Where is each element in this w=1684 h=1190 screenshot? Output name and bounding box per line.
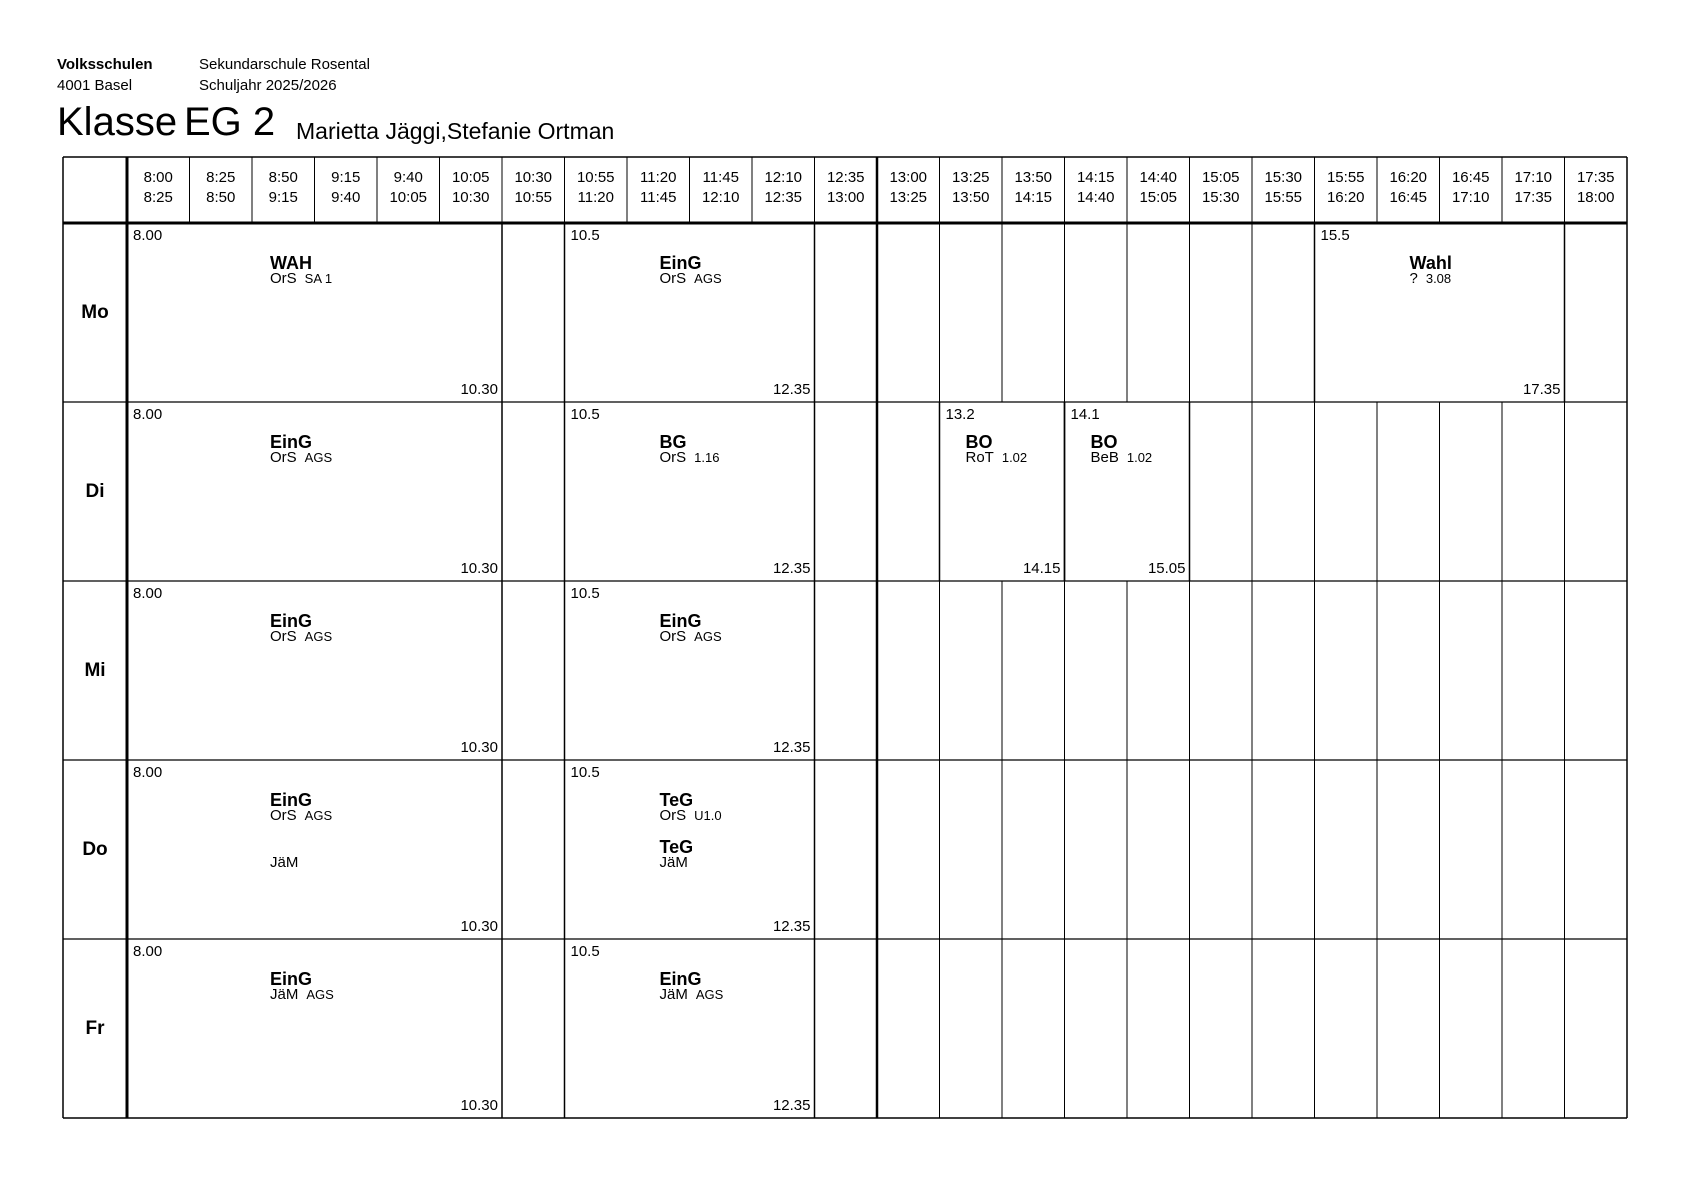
class-name: EG 2	[184, 100, 276, 144]
lesson-room: 3.08	[1425, 271, 1452, 286]
timeslot-end: 17:35	[1514, 189, 1553, 206]
class-teachers: Marietta Jäggi,Stefanie Ortman	[296, 118, 615, 144]
timeslot-header	[1002, 168, 1065, 208]
day-label: Do	[82, 838, 108, 860]
lesson-teacher: BeB	[1090, 449, 1119, 466]
day-label: Fr	[85, 1017, 105, 1039]
lesson-start-time: 10.5	[570, 764, 600, 781]
timeslot-header	[440, 168, 503, 208]
timeslot-end: 14:40	[1076, 189, 1115, 206]
lesson-block[interactable]	[127, 581, 502, 760]
lesson-teacher: RoT	[965, 449, 994, 466]
timeslot-end: 15:55	[1264, 189, 1303, 206]
day-label: Mo	[81, 301, 109, 323]
timeslot-start: 8:25	[206, 169, 236, 186]
lesson-subject: TeG	[659, 837, 694, 857]
timeslot-end: 10:05	[389, 189, 428, 206]
lesson-subject: EinG	[659, 253, 702, 273]
lesson-entry	[660, 254, 722, 286]
timeslot-end: 11:45	[640, 189, 677, 206]
timeslot-end: 10:55	[514, 189, 553, 206]
timeslot-header	[1127, 168, 1190, 208]
timeslot-start: 14:40	[1139, 169, 1178, 186]
lesson-subject: EinG	[659, 969, 702, 989]
timeslot-start: 13:25	[951, 169, 990, 186]
lesson-block[interactable]	[565, 402, 815, 581]
timeslot-header	[1502, 168, 1565, 208]
lesson-teacher: OrS	[659, 628, 687, 645]
lesson-room: SA 1	[304, 271, 333, 286]
lesson-block[interactable]	[565, 760, 815, 939]
lesson-start-time: 10.5	[570, 943, 600, 960]
timeslot-header	[1252, 168, 1315, 208]
lesson-start-time: 8.00	[133, 227, 163, 244]
lesson-end-time: 15.05	[1147, 560, 1186, 577]
lesson-teacher: ?	[1409, 270, 1418, 287]
timeslot-header	[252, 168, 315, 208]
timeslot-end: 13:00	[826, 189, 865, 206]
timeslot-start: 15:55	[1326, 169, 1365, 186]
lesson-block[interactable]	[127, 760, 502, 939]
timeslot-start: 13:50	[1014, 169, 1053, 186]
lesson-start-time: 10.5	[570, 585, 600, 602]
lesson-block[interactable]	[127, 939, 502, 1118]
school-name: Sekundarschule Rosental	[199, 56, 370, 73]
timeslot-end: 12:10	[701, 189, 740, 206]
timeslot-end: 16:20	[1326, 189, 1365, 206]
lesson-room: AGS	[306, 987, 334, 1002]
lesson-entry	[660, 433, 720, 465]
lesson-end-time: 10.30	[460, 1097, 498, 1114]
timeslot-end: 16:45	[1389, 189, 1428, 206]
lesson-block[interactable]	[565, 581, 815, 760]
lesson-entry	[270, 612, 332, 644]
lesson-room: 1.16	[694, 450, 720, 465]
lesson-subject: EinG	[270, 969, 313, 989]
lesson-end-time: 12.35	[772, 560, 811, 577]
lesson-teacher: OrS	[270, 807, 297, 824]
timeslot-start: 10:30	[514, 169, 553, 186]
timeslot-start: 15:30	[1264, 169, 1303, 186]
lesson-room: AGS	[304, 629, 333, 644]
lesson-start-time: 10.5	[570, 406, 600, 423]
lesson-end-time: 12.35	[772, 918, 811, 935]
timeslot-header	[127, 168, 190, 208]
lesson-room: AGS	[695, 987, 724, 1002]
lesson-block[interactable]	[1065, 402, 1190, 581]
timeslot-end: 9:40	[331, 189, 361, 206]
lesson-teacher: JäM	[270, 986, 299, 1003]
lesson-teacher: OrS	[270, 449, 297, 466]
timeslot-header	[1377, 168, 1440, 208]
timeslot-start: 11:45	[702, 169, 739, 186]
timeslot-start: 16:20	[1389, 169, 1428, 186]
timeslot-end: 8:25	[143, 189, 173, 206]
lesson-subject: TeG	[659, 790, 694, 810]
lesson-entry	[270, 970, 334, 1002]
timeslot-end: 9:15	[268, 189, 298, 206]
timeslot-start: 9:40	[393, 169, 423, 186]
timeslot-header	[1565, 168, 1628, 208]
timeslot-end: 15:05	[1139, 189, 1178, 206]
timeslot-header	[190, 168, 253, 208]
lesson-end-time: 10.30	[460, 918, 498, 935]
timeslot-start: 8:50	[268, 169, 298, 186]
lesson-room: 1.02	[1126, 450, 1153, 465]
lesson-room: AGS	[694, 271, 722, 286]
lesson-end-time: 10.30	[460, 560, 498, 577]
timeslot-header	[502, 168, 565, 208]
lesson-subject: BG	[659, 432, 687, 452]
lesson-end-time: 12.35	[772, 381, 811, 398]
timeslot-start: 13:00	[889, 169, 928, 186]
timeslot-end: 15:30	[1201, 189, 1240, 206]
lesson-entry	[660, 791, 722, 823]
lesson-start-time: 8.00	[133, 585, 163, 602]
lesson-start-time: 10.5	[570, 227, 600, 244]
timeslot-start: 17:10	[1514, 169, 1553, 186]
timeslot-end: 14:15	[1014, 189, 1053, 206]
timeslot-header	[1190, 168, 1253, 208]
lesson-room: U1.0	[694, 808, 722, 823]
timeslot-header	[565, 168, 628, 208]
lesson-teacher: JäM	[659, 986, 688, 1003]
lesson-block[interactable]	[565, 223, 815, 402]
lesson-teacher: OrS	[659, 807, 687, 824]
lesson-start-time: 8.00	[133, 764, 163, 781]
timeslot-header	[877, 168, 940, 208]
school-year: Schuljahr 2025/2026	[199, 77, 337, 94]
day-label: Di	[85, 480, 105, 502]
timeslot-start: 17:35	[1576, 169, 1615, 186]
lesson-end-time: 14.15	[1022, 560, 1061, 577]
lesson-subject: WAH	[270, 253, 312, 273]
timeslot-start: 15:05	[1201, 169, 1240, 186]
timeslot-start: 14:15	[1076, 169, 1115, 186]
lesson-start-time: 8.00	[133, 943, 163, 960]
timeslot-start: 16:45	[1451, 169, 1490, 186]
lesson-end-time: 10.30	[460, 739, 498, 756]
lesson-entry	[270, 856, 298, 870]
lesson-teacher: OrS	[270, 628, 297, 645]
timeslot-header	[315, 168, 378, 208]
title-label: Klasse	[57, 100, 178, 144]
lesson-teacher: JäM	[270, 854, 299, 871]
lesson-end-time: 12.35	[772, 1097, 811, 1114]
timeslot-start: 11:20	[640, 169, 677, 186]
timeslot-start: 12:35	[826, 169, 865, 186]
lesson-subject: EinG	[659, 611, 702, 631]
timeslot-end: 8:50	[206, 189, 236, 206]
timeslot-header	[1440, 168, 1503, 208]
lesson-end-time: 17.35	[1522, 381, 1561, 398]
lesson-entry	[1410, 254, 1452, 286]
timeslot-start: 10:55	[576, 169, 615, 186]
org-name: Volksschulen	[57, 56, 153, 73]
lesson-room: AGS	[694, 629, 722, 644]
timeslot-end: 13:50	[951, 189, 990, 206]
lesson-start-time: 8.00	[133, 406, 163, 423]
lesson-block[interactable]	[940, 402, 1065, 581]
lesson-entry	[270, 433, 332, 465]
timeslot-start: 8:00	[143, 169, 173, 186]
timeslot-header	[690, 168, 753, 208]
lesson-entry	[966, 433, 1028, 465]
timeslot-end: 18:00	[1576, 189, 1615, 206]
lesson-teacher: JäM	[659, 854, 688, 871]
lesson-entry	[1091, 433, 1153, 465]
lesson-entry	[270, 254, 332, 286]
timeslot-end: 12:35	[764, 189, 803, 206]
lesson-room: AGS	[304, 450, 333, 465]
lesson-start-time: 13.2	[945, 406, 975, 423]
lesson-room: 1.02	[1001, 450, 1028, 465]
lesson-subject: EinG	[270, 790, 313, 810]
lesson-subject: EinG	[270, 611, 313, 631]
timeslot-start: 10:05	[451, 169, 490, 186]
lesson-entry	[660, 970, 724, 1002]
timeslot-header	[815, 168, 878, 208]
lesson-room: AGS	[304, 808, 333, 823]
org-city: 4001 Basel	[57, 77, 133, 94]
lesson-teacher: OrS	[659, 449, 687, 466]
timeslot-header	[627, 168, 690, 208]
lesson-subject: BO	[1090, 432, 1118, 452]
timeslot-end: 11:20	[577, 189, 614, 206]
lesson-subject: EinG	[270, 432, 313, 452]
timeslot-header	[1065, 168, 1128, 208]
lesson-subject: BO	[965, 432, 993, 452]
timeslot-header	[940, 168, 1003, 208]
timeslot-end: 10:30	[451, 189, 490, 206]
lesson-teacher: OrS	[270, 270, 297, 287]
lesson-entry	[660, 612, 722, 644]
lesson-block[interactable]	[565, 939, 815, 1118]
lesson-entry	[270, 791, 332, 823]
timeslot-start: 12:10	[764, 169, 803, 186]
lesson-block[interactable]	[127, 402, 502, 581]
timeslot-start: 9:15	[331, 169, 361, 186]
timeslot-header	[752, 168, 815, 208]
timeslot-end: 17:10	[1451, 189, 1490, 206]
lesson-block[interactable]	[127, 223, 502, 402]
timeslot-header	[377, 168, 440, 208]
day-label: Mi	[84, 659, 106, 681]
lesson-entry	[660, 838, 694, 870]
timeslot-end: 13:25	[889, 189, 928, 206]
lesson-end-time: 12.35	[772, 739, 811, 756]
lesson-teacher: OrS	[659, 270, 687, 287]
timeslot-header	[1315, 168, 1378, 208]
lesson-start-time: 15.5	[1320, 227, 1350, 244]
lesson-start-time: 14.1	[1070, 406, 1100, 423]
lesson-end-time: 10.30	[460, 381, 498, 398]
lesson-block[interactable]	[1315, 223, 1565, 402]
lesson-subject: Wahl	[1409, 253, 1452, 273]
